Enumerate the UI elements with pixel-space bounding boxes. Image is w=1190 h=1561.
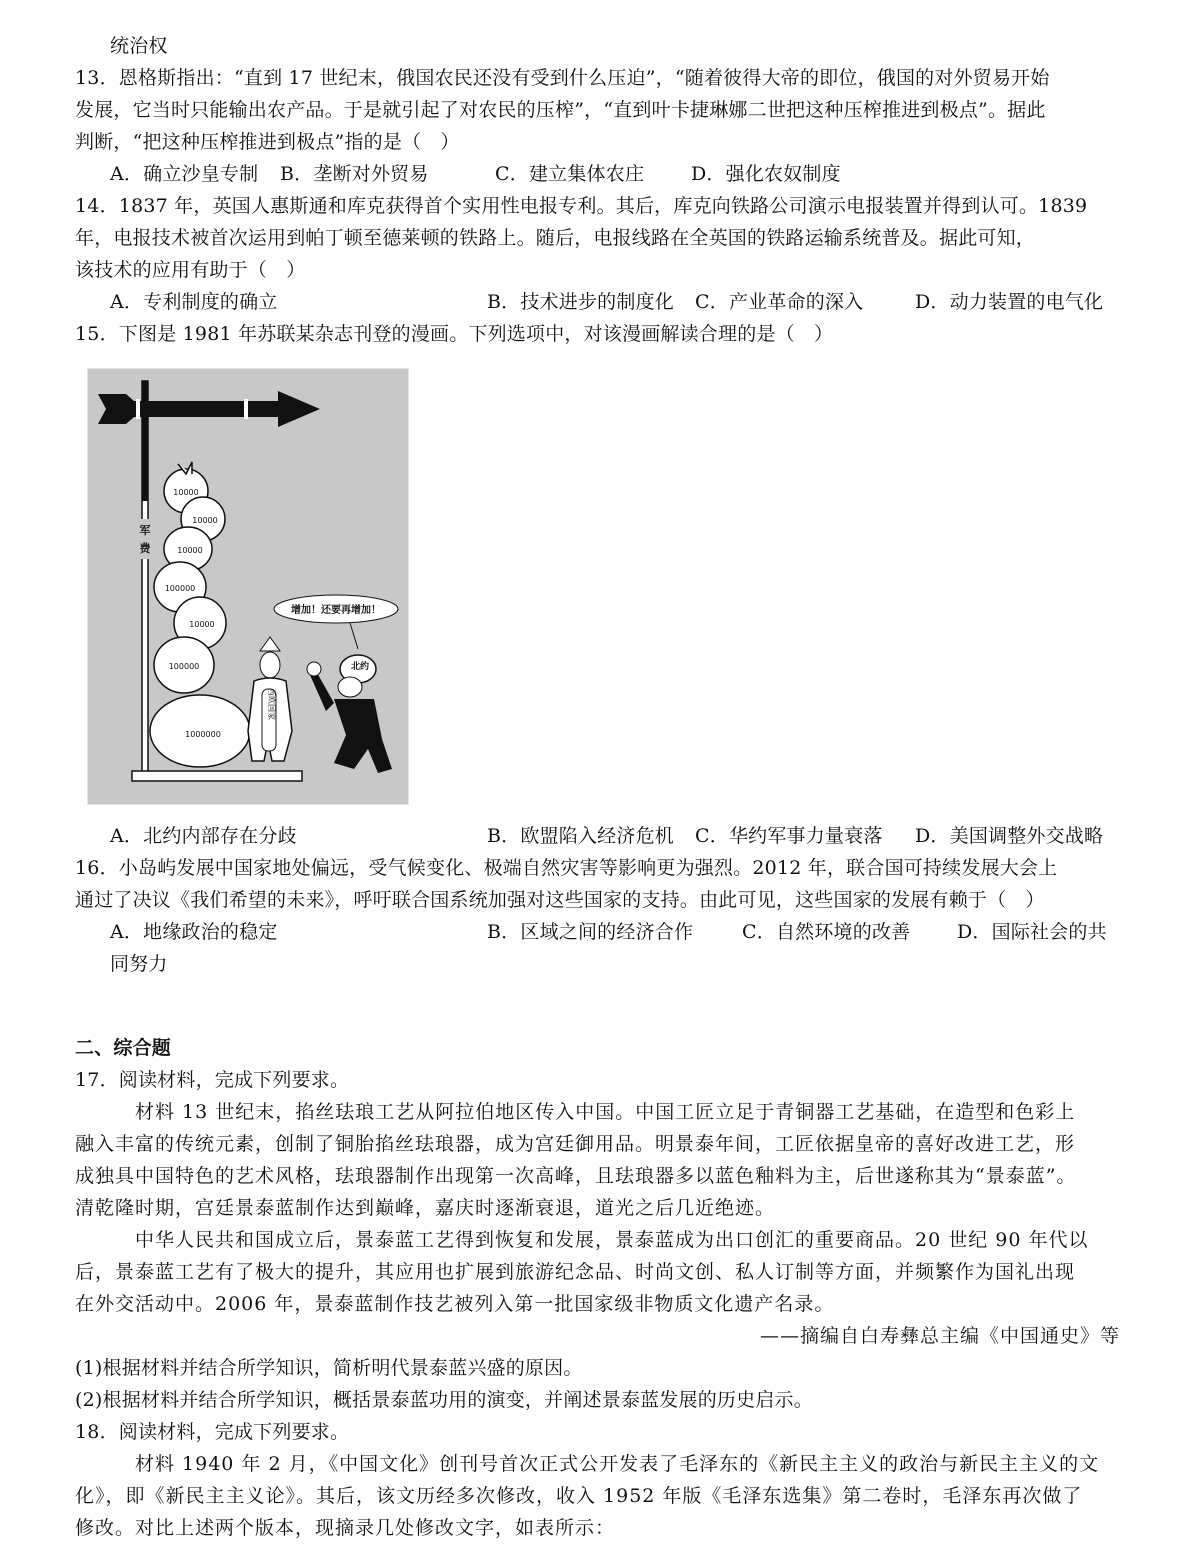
option-b[interactable]: B．区域之间的经济合作 bbox=[487, 921, 694, 943]
material-line: 化》，即《新民主主义论》。其后，该文历经多次修改，收入 1952 年版《毛泽东选集》第二卷时，毛泽东再次做了 bbox=[75, 1485, 1083, 1507]
speech-bubble-text: 增加！还要再增加！ bbox=[291, 605, 381, 616]
question-18 bbox=[75, 1416, 1120, 1544]
material-source: ——摘编自白寿彝总主编《中国通史》等 bbox=[759, 1325, 1120, 1347]
sub-question: (2)根据材料并结合所学知识，概括景泰蓝功用的演变，并阐述景泰蓝发展的历史启示。 bbox=[75, 1389, 813, 1411]
bag-value: 10000 bbox=[173, 488, 199, 497]
option-d-continuation: 同努力 bbox=[110, 953, 168, 975]
material-line: 材料 13 世纪末，掐丝珐琅工艺从阿拉伯地区传入中国。中国工匠立足于青铜器工艺基础，在造型和色彩上 bbox=[135, 1101, 1076, 1123]
pole-label-2: 费 bbox=[139, 542, 151, 555]
option-a[interactable]: A．地缘政治的稳定 bbox=[110, 921, 278, 943]
material-line: 在外交活动中。2006 年，景泰蓝制作技艺被列入第一批国家级非物质文化遗产名录。 bbox=[75, 1293, 835, 1315]
material-line: 成独具中国特色的艺术风格，珐琅器制作出现第一次高峰，且珐琅器多以蓝色釉料为主，后世遂称其为“景泰蓝”。 bbox=[75, 1165, 1077, 1187]
question-14 bbox=[75, 190, 1120, 318]
bag-value: 1000000 bbox=[185, 730, 221, 739]
option-d[interactable]: D．强化农奴制度 bbox=[691, 163, 841, 185]
helmet-label: 北约 bbox=[350, 662, 370, 672]
question-text-line: 15．下图是 1981 年苏联某杂志刊登的漫画。下列选项中，对该漫画解读合理的是（ ） bbox=[75, 323, 834, 345]
option-c[interactable]: C．自然环境的改善 bbox=[742, 921, 911, 943]
material-line: 后，景泰蓝工艺有了极大的提升，其应用也扩展到旅游纪念品、时尚文创、私人订制等方面，并频繁作为国礼出现 bbox=[75, 1261, 1076, 1283]
question-prompt: 17．阅读材料，完成下列要求。 bbox=[75, 1069, 350, 1091]
question-text-line: 年，电报技术被首次运用到帕丁顿至德莱顿的铁路上。随后，电报线路在全英国的铁路运输系统普及。据此可知， bbox=[75, 227, 1036, 249]
exam-page bbox=[75, 30, 1120, 1544]
bag-value: 10000 bbox=[177, 546, 203, 555]
question-text-line: 该技术的应用有助于（ ） bbox=[75, 259, 306, 281]
option-b[interactable]: B．技术进步的制度化 bbox=[487, 291, 674, 313]
options-row bbox=[75, 916, 1120, 948]
question-text-line: 判断，“把这种压榨推进到极点”指的是（ ） bbox=[75, 131, 460, 153]
material-line: 清乾隆时期，宫廷景泰蓝制作达到巅峰，嘉庆时逐渐衰退，道光之后几近绝迹。 bbox=[75, 1197, 776, 1219]
question-text-line: 13．恩格斯指出：“直到 17 世纪末，俄国农民还没有受到什么压迫”，“随着彼得大帝的即位，俄国的对外贸易开始 bbox=[75, 67, 1050, 89]
question-prompt: 18．阅读材料，完成下列要求。 bbox=[75, 1421, 350, 1443]
options-row bbox=[75, 286, 1120, 318]
material-line: 融入丰富的传统元素，创制了铜胎掐丝珐琅器，成为宫廷御用品。明景泰年间，工匠依据皇帝的喜好改进工艺，形 bbox=[75, 1133, 1076, 1155]
option-d[interactable]: D．国际社会的共 bbox=[957, 921, 1107, 943]
question-17 bbox=[75, 1064, 1120, 1416]
option-d[interactable]: D．美国调整外交战略 bbox=[915, 825, 1104, 847]
question-16 bbox=[75, 852, 1120, 980]
bag-value: 10000 bbox=[192, 516, 218, 525]
material-line: 中华人民共和国成立后，景泰蓝工艺得到恢复和发展，景泰蓝成为出口创汇的重要商品。20 世纪 90 年代以 bbox=[135, 1229, 1089, 1251]
sub-question: (1)根据材料并结合所学知识，简析明代景泰蓝兴盛的原因。 bbox=[75, 1357, 583, 1379]
bag-value: 100000 bbox=[168, 662, 200, 671]
option-c[interactable]: C．华约军事力量衰落 bbox=[695, 825, 883, 847]
bag-value: 10000 bbox=[189, 620, 215, 629]
cartoon-image bbox=[87, 368, 409, 805]
option-c[interactable]: C．产业革命的深入 bbox=[695, 291, 864, 313]
pole-label-1: 军 bbox=[139, 524, 151, 537]
section-title: 二、综合题 bbox=[75, 1037, 172, 1059]
previous-question-tail: 统治权 bbox=[110, 35, 168, 57]
bag-value: 100000 bbox=[164, 584, 196, 593]
question-text-line: 通过了决议《我们希望的未来》，呼吁联合国系统加强对这些国家的支持。由此可见，这些国家的发展有赖于（ ） bbox=[75, 889, 1045, 911]
sash-label: 西欧国家 bbox=[267, 688, 276, 720]
question-text-line: 发展，它当时只能输出农产品。于是就引起了对农民的压榨”，“直到叶卡捷琳娜二世把这种压榨推进到极点”。据此 bbox=[75, 99, 1046, 121]
cartoon-figure bbox=[75, 350, 1120, 820]
option-a[interactable]: A．专利制度的确立 bbox=[110, 291, 278, 313]
options-row bbox=[75, 820, 1120, 852]
options-row bbox=[75, 158, 1120, 190]
option-d[interactable]: D．动力装置的电气化 bbox=[915, 291, 1104, 313]
option-c[interactable]: C．建立集体农庄 bbox=[495, 163, 645, 185]
option-b[interactable]: B．垄断对外贸易 bbox=[280, 163, 429, 185]
question-13 bbox=[75, 62, 1120, 190]
option-a[interactable]: A．确立沙皇专制 bbox=[110, 163, 259, 185]
question-text-line: 16．小岛屿发展中国家地处偏远，受气候变化、极端自然灾害等影响更为强烈。2012 年，联合国可持续发展大会上 bbox=[75, 857, 1058, 879]
option-b[interactable]: B．欧盟陷入经济危机 bbox=[487, 825, 674, 847]
option-a[interactable]: A．北约内部存在分歧 bbox=[110, 825, 297, 847]
question-text-line: 14．1837 年，英国人惠斯通和库克获得首个实用性电报专利。其后，库克向铁路公司演示电报装置并得到认可。1839 bbox=[75, 195, 1088, 217]
material-line: 材料 1940 年 2 月，《中国文化》创刊号首次正式公开发表了毛泽东的《新民主主义的政治与新民主主义的文 bbox=[135, 1453, 1100, 1475]
question-15 bbox=[75, 318, 1120, 852]
material-line: 修改。对比上述两个版本，现摘录几处修改文字，如表所示： bbox=[75, 1517, 616, 1539]
